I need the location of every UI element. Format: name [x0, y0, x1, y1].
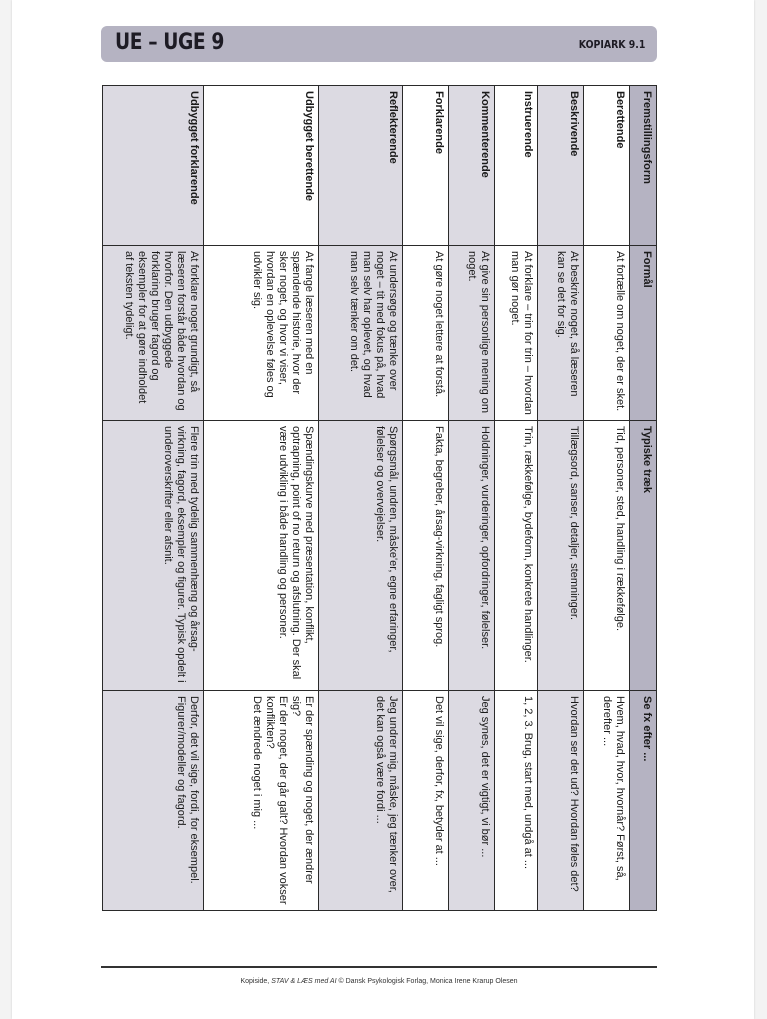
- row-look-for: Hvordan ser det ud? Hvordan føles det?: [538, 691, 584, 911]
- row-form: Kommenterende: [449, 86, 495, 246]
- row-look-for: Det vil sige, derfor, fx, betyder at ...: [403, 691, 449, 911]
- row-form: Udbygget forklarende: [103, 86, 204, 246]
- row-traits: Fakta, begreber, årsag-virkning, fagligt sprog.: [403, 421, 449, 691]
- table-header-row: [630, 86, 657, 911]
- table-row: [103, 86, 204, 911]
- row-form: Forklarende: [403, 86, 449, 246]
- footer-book-title: STAV & LÆS med AI: [271, 978, 337, 985]
- row-purpose: At undersøge og tænke over noget – tit med fokus på, hvad man selv har oplevet, og hvad man selv tænker om det.: [319, 246, 403, 421]
- row-form: Beskrivende: [538, 86, 584, 246]
- row-look-for: Jeg undrer mig, måske, jeg tænker over, det kan også være fordi ...: [319, 691, 403, 911]
- text-types-table: [102, 85, 657, 911]
- row-purpose: At fortælle om noget, der er sket.: [584, 246, 630, 421]
- row-traits: Trin, rækkefølge, bydeform, konkrete handlinger.: [495, 421, 538, 691]
- worksheet-header: [101, 26, 657, 62]
- table-row: [538, 86, 584, 911]
- table-row: [319, 86, 403, 911]
- row-purpose: At forklare – trin for trin – hvordan man gør noget.: [495, 246, 538, 421]
- row-form: Udbygget berettende: [204, 86, 319, 246]
- column-header-look-for: Se fx efter ...: [630, 691, 657, 911]
- rotated-table-container: [103, 85, 657, 910]
- footer-prefix: Kopiside,: [240, 978, 272, 985]
- column-header-traits: Typiske træk: [630, 421, 657, 691]
- table-row: [584, 86, 630, 911]
- row-purpose: At give sin personlige mening om noget.: [449, 246, 495, 421]
- row-look-for: Derfor, det vil sige, fordi, for eksempel. Figurer/modeller og fagord.: [103, 691, 204, 911]
- footer-suffix: © Dansk Psykologisk Forlag, Monica Irene Krarup Olesen: [336, 978, 518, 985]
- look-for-line: Er der noget, der går galt? Hvordan vokser konflikten?: [264, 696, 290, 905]
- row-traits: Tid, personer, sted, handling i rækkefølge.: [584, 421, 630, 691]
- row-look-for: Jeg synes, det er vigtigt, vi bør ...: [449, 691, 495, 911]
- footer-credit: [101, 978, 657, 985]
- row-traits: Spændingskurve med præsentation, konflikt, optrapning, point of no return og afslutning. Der skal være udvikling i både handling og personer.: [204, 421, 319, 691]
- table-row: [495, 86, 538, 911]
- table-row: [449, 86, 495, 911]
- row-form: Instruerende: [495, 86, 538, 246]
- row-look-for: 1, 2, 3. Brug, start med, undgå at ...: [495, 691, 538, 911]
- row-traits: Spørgsmål, undren, måske'er, egne erfaringer, følelser og overvejelser.: [319, 421, 403, 691]
- row-traits: Flere trin med tydelig sammenhæng og årsag-virkning, fagord, eksempler og figurer. Typisk opdelt i underoverskrifter eller afsnit.: [103, 421, 204, 691]
- row-look-for: [204, 691, 319, 911]
- row-purpose: At gøre noget lettere at forstå.: [403, 246, 449, 421]
- table-row: [403, 86, 449, 911]
- footer-divider: [101, 966, 657, 968]
- column-header-form: Fremstillingsform: [630, 86, 657, 246]
- row-purpose: At forklare noget grundigt, så læseren forstår både hvordan og hvorfor. Den udbyggede forklaring bruger fagord og eksempler for at gøre indholdet af teksten tydeligt.: [103, 246, 204, 421]
- row-form: Berettende: [584, 86, 630, 246]
- row-purpose: At beskrive noget, så læseren kan se det for sig.: [538, 246, 584, 421]
- row-look-for: Hvem, hvad, hvor, hvornår? Først, så, derefter ...: [584, 691, 630, 911]
- table-row: [204, 86, 319, 911]
- worksheet-title: UE – UGE 9: [115, 30, 224, 55]
- row-form: Reflekterende: [319, 86, 403, 246]
- look-for-line: Det ændrede noget i mig ...: [251, 696, 264, 830]
- row-traits: Tillægsord, sanser, detaljer, stemninger.: [538, 421, 584, 691]
- row-purpose: At fange læseren med en spændende historie, hvor der sker noget, og hvor vi viser, hvordan en oplevelse føles og udvikler sig.: [204, 246, 319, 421]
- worksheet-code: KOPIARK 9.1: [578, 38, 645, 51]
- look-for-line: Er der spænding og noget, der ændrer sig?: [290, 696, 315, 884]
- column-header-purpose: Formål: [630, 246, 657, 421]
- row-traits: Holdninger, vurderinger, opfordringer, følelser.: [449, 421, 495, 691]
